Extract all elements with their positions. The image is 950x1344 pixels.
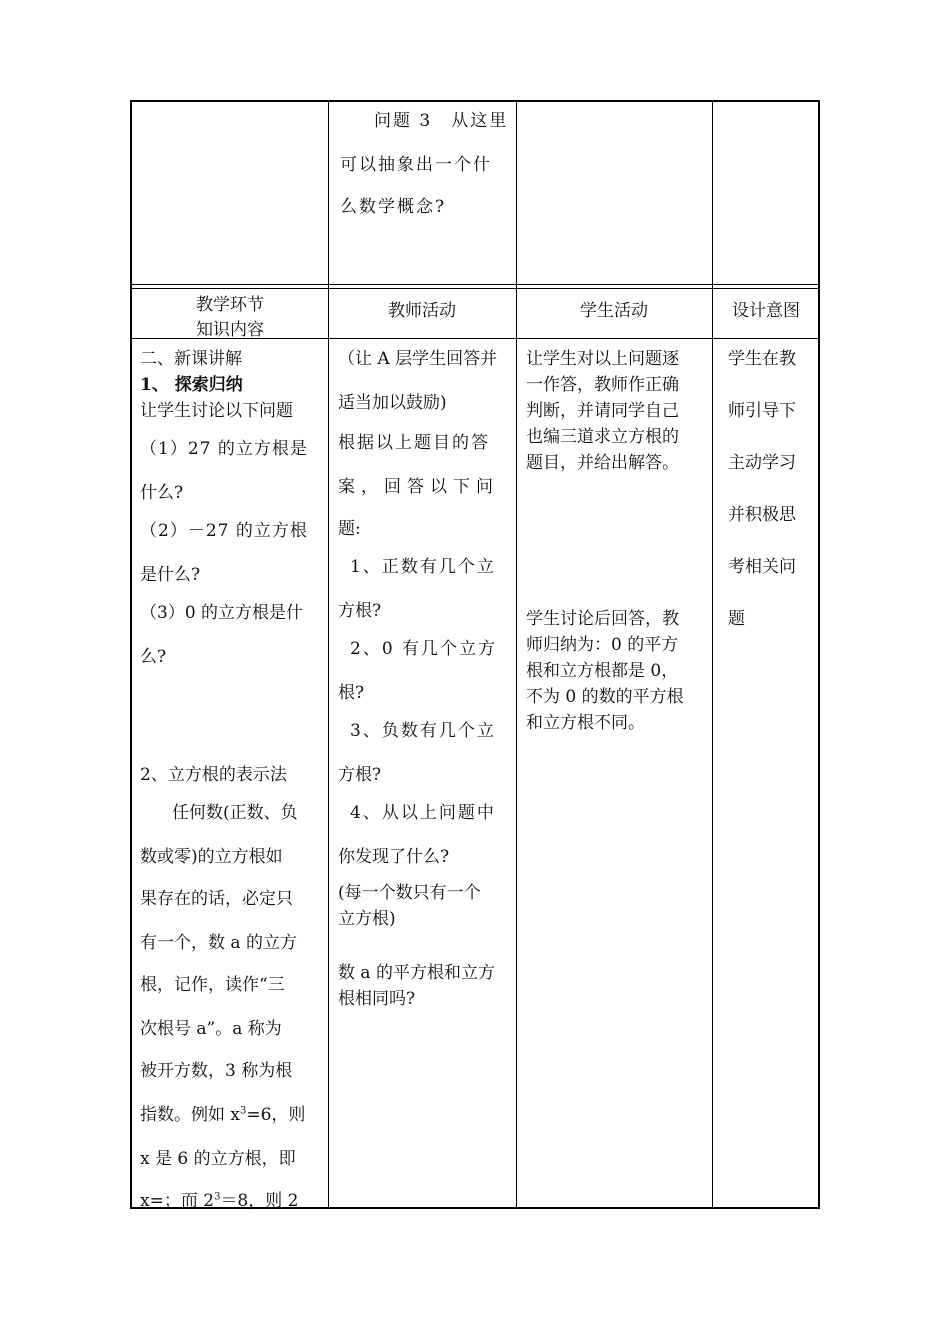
- row-divider-1: [132, 284, 818, 285]
- content-col4: [728, 338, 818, 1208]
- header-col3: 学生活动: [580, 301, 648, 321]
- teacher-final-1: 数 a 的平方根和立方: [338, 963, 495, 983]
- student-activity-2-line-1: 学生讨论后回答，教: [526, 609, 679, 629]
- discussion-intro: 让学生讨论以下问题: [140, 401, 293, 421]
- header-col4: 设计意图: [732, 301, 800, 321]
- question-3b: 么?: [140, 647, 167, 667]
- teacher-line-5: 题:: [338, 519, 361, 539]
- definition-line-8-end: =6，则: [246, 1105, 306, 1125]
- design-intent-line-6: 题: [728, 609, 745, 629]
- teacher-question-4b: 你发现了什么?: [338, 847, 450, 867]
- definition-line-3: 果存在的话，必定只: [140, 889, 293, 909]
- student-activity-1-line-2: 一作答，教师作正确: [526, 375, 679, 395]
- definition-line-10-start: x=；而 2: [140, 1191, 215, 1211]
- teacher-question-4a: 4、从以上问题中: [350, 803, 496, 823]
- teacher-answer-2: 立方根): [338, 909, 396, 929]
- row-divider-2: [132, 288, 818, 289]
- teacher-question-3b: 方根?: [338, 765, 382, 785]
- teacher-question-1b: 方根?: [338, 601, 382, 621]
- exponent-3: 3: [240, 1105, 247, 1117]
- content-col2: [338, 338, 514, 1208]
- teacher-final-2: 根相同吗?: [338, 989, 416, 1009]
- column-divider-2: [516, 102, 517, 1207]
- teacher-question-2a: 2、0 有几个立方: [350, 639, 498, 659]
- design-intent-line-2: 师引导下: [728, 401, 796, 421]
- definition-line-8: [140, 1100, 305, 1125]
- header-col2: 教师活动: [388, 301, 456, 321]
- subsection-1-title: 1、 探索归纳: [140, 375, 243, 395]
- definition-line-5: 根，记作，读作“三: [140, 975, 285, 995]
- definition-line-1: 任何数(正数、负: [172, 803, 298, 823]
- student-activity-1-line-3: 判断，并请同学自己: [526, 401, 679, 421]
- student-activity-1-line-1: 让学生对以上问题逐: [526, 349, 679, 369]
- teacher-line-4: 案，回答以下问: [338, 477, 499, 497]
- definition-line-8-start: 指数。例如 x: [140, 1105, 240, 1125]
- student-activity-2-line-2: 师归纳为：0 的平方: [526, 635, 679, 655]
- subsection-2-title: 2、立方根的表示法: [140, 765, 287, 785]
- design-intent-line-4: 并积极思: [728, 505, 796, 525]
- question-3-line-1: 问题 3 从这里: [374, 111, 509, 131]
- design-intent-line-5: 考相关问: [728, 557, 796, 577]
- question-2a: （2）－27 的立方根: [140, 521, 308, 541]
- definition-line-4: 有一个，数 a 的立方: [140, 933, 297, 953]
- definition-line-10-end: ＝8，则 2: [220, 1191, 299, 1211]
- question-3-line-2: 可以抽象出一个什: [340, 155, 492, 175]
- student-activity-2-line-4: 不为 0 的数的平方根: [526, 687, 684, 707]
- teacher-question-3a: 3、负数有几个立: [350, 721, 496, 741]
- lesson-plan-table: [130, 100, 820, 1209]
- header-col1-line1: 教学环节: [196, 295, 264, 315]
- teacher-line-3: 根据以上题目的答: [338, 433, 490, 453]
- student-activity-1-line-5: 题目，并给出解答。: [526, 453, 679, 473]
- definition-line-10: [140, 1186, 298, 1211]
- content-col3: [526, 338, 710, 1208]
- teacher-line-1: （让 A 层学生回答并: [338, 349, 498, 369]
- exponent-3b: 3: [214, 1191, 221, 1203]
- question-1a: （1）27 的立方根是: [140, 439, 308, 459]
- column-divider-1: [328, 102, 329, 1207]
- design-intent-line-1: 学生在教: [728, 349, 796, 369]
- definition-line-6: 次根号 a”。a 称为: [140, 1019, 282, 1039]
- student-activity-2-line-5: 和立方根不同。: [526, 713, 645, 733]
- definition-line-9: x 是 6 的立方根，即: [140, 1149, 296, 1169]
- student-activity-2-line-3: 根和立方根都是 0，: [526, 661, 679, 681]
- question-1b: 什么?: [140, 483, 184, 503]
- question-3a: （3）0 的立方根是什: [140, 603, 304, 623]
- definition-line-7: 被开方数，3 称为根: [140, 1061, 293, 1081]
- definition-line-2: 数或零)的立方根如: [140, 847, 283, 867]
- teacher-line-2: 适当加以鼓励): [338, 393, 447, 413]
- teacher-question-2b: 根?: [338, 683, 365, 703]
- teacher-answer-1: (每一个数只有一个: [338, 883, 481, 903]
- question-3-line-3: 么数学概念?: [340, 197, 447, 217]
- teacher-question-1a: 1、正数有几个立: [350, 557, 496, 577]
- content-col1: [140, 338, 326, 1211]
- design-intent-line-3: 主动学习: [728, 453, 796, 473]
- section-title: 二、新课讲解: [140, 349, 242, 369]
- question-2b: 是什么?: [140, 565, 201, 585]
- student-activity-1-line-4: 也编三道求立方根的: [526, 427, 679, 447]
- header-col1-line2: 知识内容: [196, 320, 264, 340]
- column-divider-3: [712, 102, 713, 1207]
